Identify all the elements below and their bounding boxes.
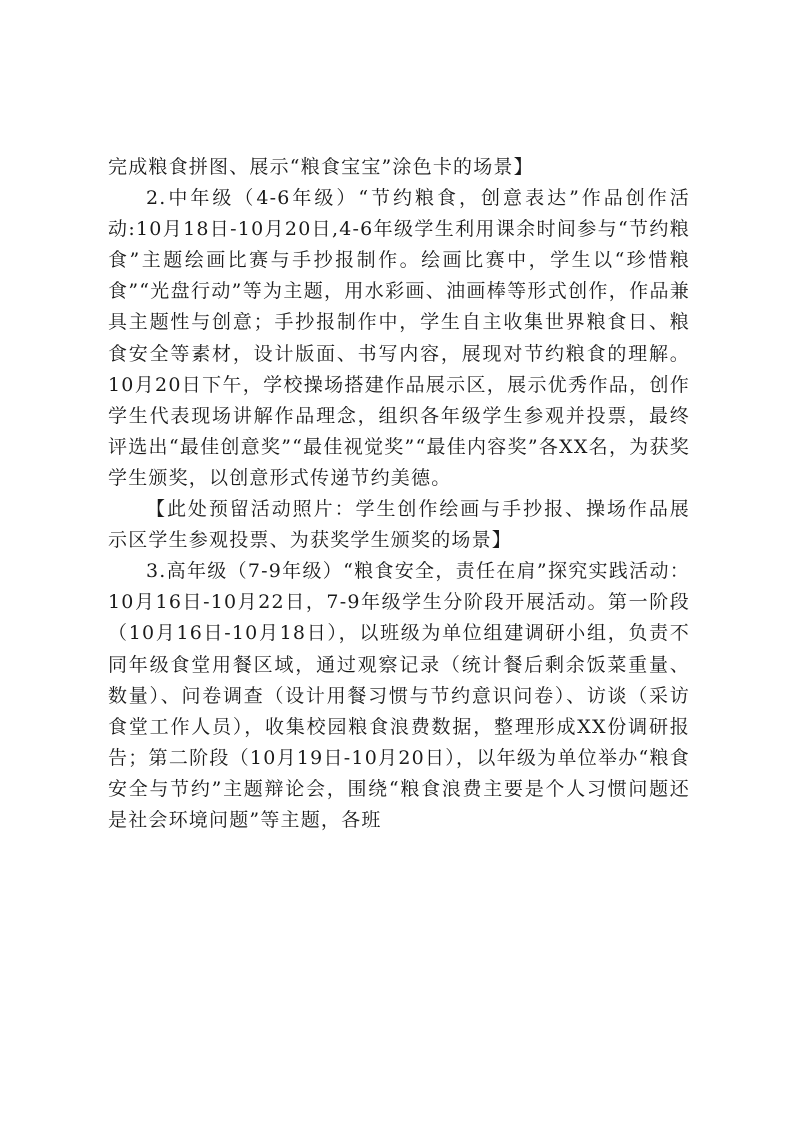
document-page	[108, 152, 690, 836]
paragraph-middle-grade-activity: 2.中年级（4-6年级）“节约粮食，创意表达”作品创作活动:10月18日-10月20日,4-6年级学生利用课余时间参与“节约粮食”主题绘画比赛与手抄报制作。绘画比赛中，学生以“珍惜粮食”“光盘行动”等为主题，用水彩画、油画棒等形式创作，作品兼具主题性与创意；手抄报制作中，学生自主收集世界粮食日、粮食安全等素材，设计版面、书写内容，展现对节约粮食的理解。10月20日下午，学校操场搭建作品展示区，展示优秀作品，创作学生代表现场讲解作品理念，组织各年级学生参观并投票，最终评选出“最佳创意奖”“最佳视觉奖”“最佳内容奖”各XX名，为获奖学生颁奖，以创意形式传递节约美德。	[108, 187, 691, 489]
paragraph-photo-placeholder: 【此处预留活动照片：学生创作绘画与手抄报、操场作品展示区学生参观投票、为获奖学生颁奖的场景】	[108, 498, 690, 552]
paragraph-upper-grade-activity: 3.高年级（7-9年级）“粮食安全，责任在肩”探究实践活动：10月16日-10月22日，7-9年级学生分阶段开展活动。第一阶段（10月16日-10月18日），以班级为单位组建调研小组，负责不同年级食堂用餐区域，通过观察记录（统计餐后剩余饭菜重量、数量）、问卷调查（设计用餐习惯与节约意识问卷）、访谈（采访食堂工作人员），收集校园粮食浪费数据，整理形成XX份调研报告；第二阶段（10月19日-10月20日），以年级为单位举办“粮食安全与节约”主题辩论会，围绕“粮食浪费主要是个人习惯问题还是社会环境问题”等主题，各班	[108, 560, 690, 831]
paragraph-photo-caption-continued: 完成粮食拼图、展示“粮食宝宝”涂色卡的场景】	[108, 156, 534, 178]
